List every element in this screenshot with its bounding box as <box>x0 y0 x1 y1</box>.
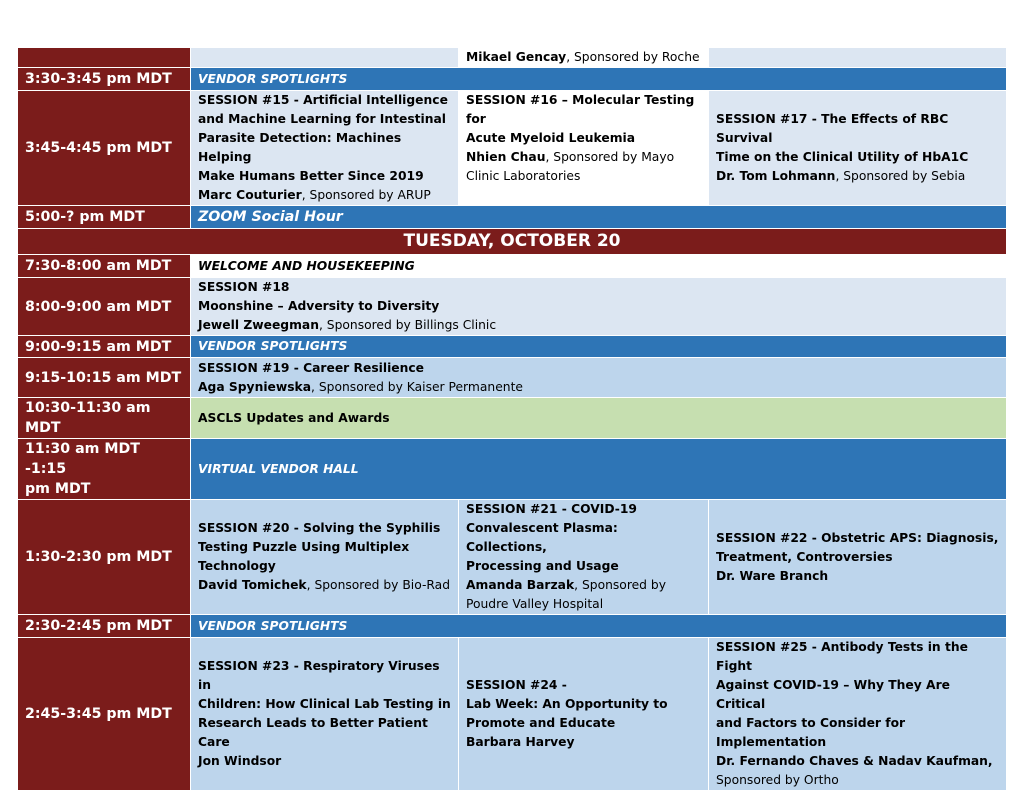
sponsor-text: Sponsored by Ortho <box>716 773 839 787</box>
sponsor-text: , Sponsored by Sebia <box>835 169 966 183</box>
sponsor-text: Clinic Laboratories <box>466 169 581 183</box>
session-cell <box>459 48 709 68</box>
session-cell <box>191 278 1007 336</box>
session-title: Technology <box>198 559 276 573</box>
session-title: SESSION #19 - Career Resilience <box>198 360 425 375</box>
session-title: Acute Myeloid Leukemia <box>466 131 636 145</box>
speaker-name: Dr. Ware Branch <box>716 568 829 583</box>
speaker-name: Dr. Fernando Chaves & Nadav Kaufman, <box>716 754 993 768</box>
time-cell <box>18 48 191 68</box>
time-cell: 7:30-8:00 am MDT <box>18 255 191 278</box>
session-title: SESSION #16 – Molecular Testing for <box>466 93 695 126</box>
session-title: Lab Week: An Opportunity to <box>466 697 668 711</box>
session-title: SESSION #21 - COVID-19 <box>466 502 637 516</box>
sponsor-text: , Sponsored by Mayo <box>545 150 675 164</box>
session-cell <box>191 500 459 615</box>
session-title: Testing Puzzle Using Multiplex <box>198 540 410 554</box>
session-title: SESSION #20 - Solving the Syphilis <box>198 521 441 535</box>
session-cell <box>459 500 709 615</box>
table-row <box>18 398 1007 439</box>
session-cell <box>191 358 1007 398</box>
session-title: Treatment, Controversies <box>716 549 893 564</box>
session-cell <box>459 638 709 791</box>
session-title: Convalescent Plasma: Collections, <box>466 521 618 554</box>
session-cell <box>191 91 459 206</box>
session-cell <box>191 48 459 68</box>
welcome-cell: WELCOME AND HOUSEKEEPING <box>191 255 1007 278</box>
session-title: SESSION #25 - Antibody Tests in the Fight <box>716 640 968 673</box>
table-row <box>18 336 1007 358</box>
vendor-spotlight-bar: VENDOR SPOTLIGHTS <box>191 615 1007 638</box>
table-row <box>18 229 1007 255</box>
time-cell: 2:30-2:45 pm MDT <box>18 615 191 638</box>
table-row <box>18 500 1007 615</box>
time-cell: 3:45-4:45 pm MDT <box>18 91 191 206</box>
speaker-name: Mikael Gencay <box>466 50 567 64</box>
session-title: and Machine Learning for Intestinal <box>198 112 447 126</box>
session-title: Parasite Detection: Machines Helping <box>198 131 402 164</box>
speaker-name: Dr. Tom Lohmann <box>716 169 836 183</box>
speaker-name: Jon Windsor <box>198 754 282 768</box>
table-row <box>18 638 1007 791</box>
sponsor-text: , Sponsored by Roche <box>566 50 700 64</box>
session-cell <box>709 48 1007 68</box>
social-hour-bar: ZOOM Social Hour <box>191 206 1007 229</box>
session-title: Children: How Clinical Lab Testing in <box>198 697 451 711</box>
table-row <box>18 206 1007 229</box>
table-row <box>18 278 1007 336</box>
table-row <box>18 68 1007 91</box>
session-cell <box>191 638 459 791</box>
speaker-name: Barbara Harvey <box>466 735 575 749</box>
session-cell <box>709 638 1007 791</box>
speaker-name: Amanda Barzak <box>466 578 575 592</box>
time-cell: 9:15-10:15 am MDT <box>18 358 191 398</box>
sponsor-text: , Sponsored by <box>574 578 666 592</box>
time-cell: 5:00-? pm MDT <box>18 206 191 229</box>
session-title: SESSION #18 <box>198 280 290 294</box>
speaker-name: Nhien Chau <box>466 150 546 164</box>
schedule-table <box>17 47 1007 791</box>
session-cell <box>709 91 1007 206</box>
time-cell: 3:30-3:45 pm MDT <box>18 68 191 91</box>
time-cell: 2:45-3:45 pm MDT <box>18 638 191 791</box>
sponsor-text: Poudre Valley Hospital <box>466 597 604 611</box>
time-cell: 10:30-11:30 am MDT <box>18 398 191 439</box>
vendor-spotlight-bar: VENDOR SPOTLIGHTS <box>191 336 1007 358</box>
speaker-name: Jewell Zweegman <box>198 318 319 332</box>
speaker-name: David Tomichek <box>198 578 307 592</box>
session-title: Against COVID-19 – Why They Are Critical <box>716 678 950 711</box>
session-title: SESSION #17 - The Effects of RBC Survival <box>716 112 949 145</box>
session-title: SESSION #24 - <box>466 678 567 692</box>
time-cell: 11:30 am MDT -1:15 pm MDT <box>18 439 191 500</box>
session-title: Moonshine – Adversity to Diversity <box>198 299 440 313</box>
session-title: Processing and Usage <box>466 559 619 573</box>
table-row <box>18 91 1007 206</box>
session-title: Time on the Clinical Utility of HbA1C <box>716 150 969 164</box>
speaker-name: Marc Couturier <box>198 188 302 202</box>
sponsor-text: , Sponsored by ARUP <box>301 188 431 202</box>
session-title: SESSION #23 - Respiratory Viruses in <box>198 659 440 692</box>
table-row <box>18 615 1007 638</box>
session-title: Promote and Educate <box>466 716 616 730</box>
session-cell <box>709 500 1007 615</box>
vendor-hall-bar: VIRTUAL VENDOR HALL <box>191 439 1007 500</box>
session-cell <box>459 91 709 206</box>
speaker-name: Aga Spyniewska <box>198 379 312 394</box>
time-cell: 9:00-9:15 am MDT <box>18 336 191 358</box>
time-cell: 8:00-9:00 am MDT <box>18 278 191 336</box>
session-title: Make Humans Better Since 2019 <box>198 169 424 183</box>
table-row <box>18 48 1007 68</box>
sponsor-text: , Sponsored by Billings Clinic <box>318 318 497 332</box>
sponsor-text: , Sponsored by Bio-Rad <box>306 578 451 592</box>
table-row <box>18 439 1007 500</box>
table-row <box>18 358 1007 398</box>
vendor-spotlight-bar: VENDOR SPOTLIGHTS <box>191 68 1007 91</box>
session-title: SESSION #15 - Artificial Intelligence <box>198 93 448 107</box>
awards-cell: ASCLS Updates and Awards <box>191 398 1007 439</box>
session-title: and Factors to Consider for Implementation <box>716 716 906 749</box>
time-cell: 1:30-2:30 pm MDT <box>18 500 191 615</box>
sponsor-text: , Sponsored by Kaiser Permanente <box>311 379 523 394</box>
session-title: SESSION #22 - Obstetric APS: Diagnosis, <box>716 530 999 545</box>
day-header: TUESDAY, OCTOBER 20 <box>18 229 1007 255</box>
table-row <box>18 255 1007 278</box>
session-title: Research Leads to Better Patient Care <box>198 716 428 749</box>
